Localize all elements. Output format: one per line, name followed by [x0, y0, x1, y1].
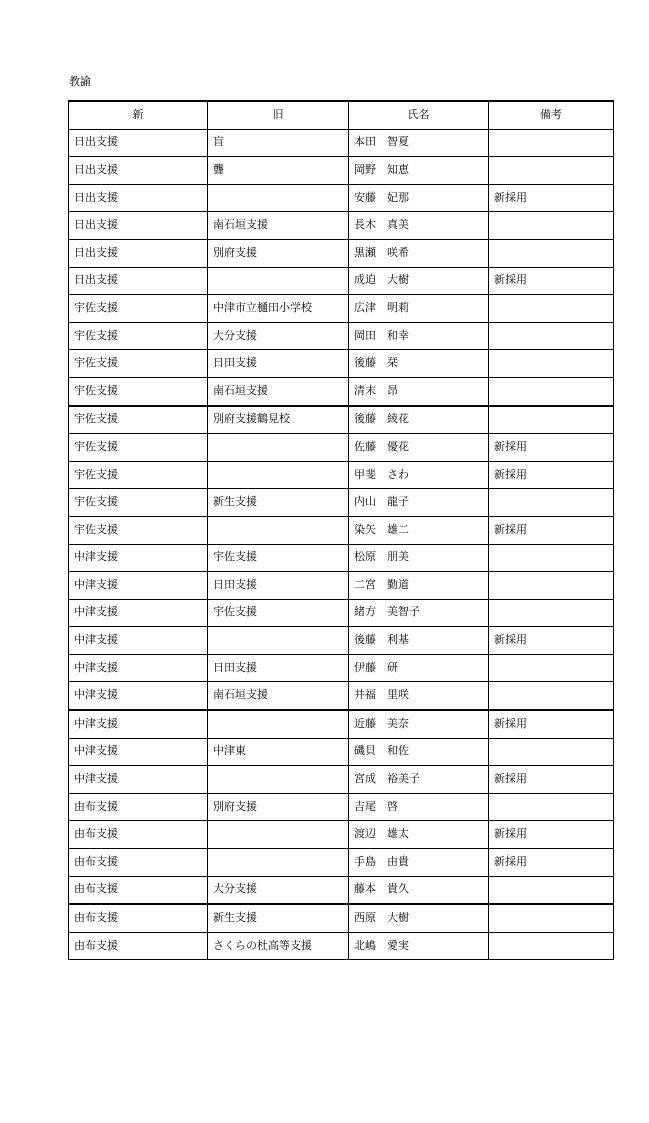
cell-name: 岡田 和幸	[349, 322, 489, 350]
table-row	[69, 766, 614, 794]
cell-name: 佐藤 優花	[349, 434, 489, 462]
cell-remarks: 新採用	[489, 184, 614, 212]
cell-new: 宇佐支援	[69, 377, 208, 405]
cell-remarks: 新採用	[489, 627, 614, 655]
cell-new: 由布支援	[69, 876, 208, 904]
table-row	[69, 904, 614, 932]
cell-old: さくらの杜高等支援	[208, 932, 349, 960]
cell-name: 後藤 利基	[349, 627, 489, 655]
cell-new: 由布支援	[69, 932, 208, 960]
cell-new: 中津支援	[69, 544, 208, 572]
cell-old	[208, 821, 349, 849]
cell-name: 西原 大樹	[349, 904, 489, 932]
cell-new: 日出支援	[69, 184, 208, 212]
table-row	[69, 377, 614, 405]
cell-new: 日出支援	[69, 212, 208, 240]
cell-new: 中津支援	[69, 710, 208, 738]
cell-remarks	[489, 876, 614, 904]
cell-name: 伊藤 研	[349, 654, 489, 682]
cell-old	[208, 849, 349, 877]
cell-remarks	[489, 377, 614, 405]
cell-new: 中津支援	[69, 654, 208, 682]
page-title: 教諭	[69, 76, 91, 88]
cell-new: 由布支援	[69, 793, 208, 821]
cell-remarks	[489, 129, 614, 157]
cell-name: 北嶋 愛実	[349, 932, 489, 960]
cell-new: 由布支援	[69, 904, 208, 932]
table-row	[69, 654, 614, 682]
table-row	[69, 406, 614, 434]
cell-old: 日田支援	[208, 654, 349, 682]
cell-old	[208, 627, 349, 655]
cell-old: 日田支援	[208, 572, 349, 600]
table-row	[69, 710, 614, 738]
cell-remarks	[489, 157, 614, 185]
cell-name: 長木 真美	[349, 212, 489, 240]
cell-name: 宮成 裕美子	[349, 766, 489, 794]
cell-new: 宇佐支援	[69, 434, 208, 462]
table-row	[69, 572, 614, 600]
cell-old: 南石垣支援	[208, 212, 349, 240]
cell-remarks	[489, 544, 614, 572]
cell-old: 中津東	[208, 738, 349, 766]
cell-old: 別府支援	[208, 239, 349, 267]
cell-name: 藤本 貴久	[349, 876, 489, 904]
table-row	[69, 295, 614, 323]
cell-new: 宇佐支援	[69, 350, 208, 378]
cell-new: 宇佐支援	[69, 489, 208, 517]
cell-name: 松原 朋美	[349, 544, 489, 572]
cell-name: 内山 龍子	[349, 489, 489, 517]
table-row	[69, 239, 614, 267]
table-row	[69, 129, 614, 157]
column-header-remarks: 備考	[489, 101, 614, 129]
table-row	[69, 350, 614, 378]
table-row	[69, 599, 614, 627]
column-header-name: 氏名	[349, 101, 489, 129]
cell-new: 日出支援	[69, 239, 208, 267]
cell-remarks	[489, 406, 614, 434]
cell-old: 別府支援鶴見校	[208, 406, 349, 434]
cell-new: 中津支援	[69, 627, 208, 655]
cell-old: 別府支援	[208, 793, 349, 821]
cell-remarks	[489, 793, 614, 821]
cell-remarks	[489, 682, 614, 710]
cell-remarks: 新採用	[489, 267, 614, 295]
cell-remarks	[489, 738, 614, 766]
cell-remarks	[489, 654, 614, 682]
cell-new: 中津支援	[69, 766, 208, 794]
cell-remarks	[489, 599, 614, 627]
cell-new: 宇佐支援	[69, 295, 208, 323]
cell-name: 染矢 雄二	[349, 516, 489, 544]
cell-old	[208, 766, 349, 794]
table-row	[69, 184, 614, 212]
cell-new: 中津支援	[69, 599, 208, 627]
cell-name: 手島 由貴	[349, 849, 489, 877]
cell-new: 日出支援	[69, 267, 208, 295]
cell-old: 盲	[208, 129, 349, 157]
table-row	[69, 876, 614, 904]
cell-remarks: 新採用	[489, 710, 614, 738]
cell-old: 南石垣支援	[208, 377, 349, 405]
cell-remarks	[489, 322, 614, 350]
cell-remarks	[489, 239, 614, 267]
column-header-new: 新	[69, 101, 208, 129]
table-row	[69, 849, 614, 877]
cell-old: 聾	[208, 157, 349, 185]
cell-old: 宇佐支援	[208, 544, 349, 572]
cell-name: 成迫 大樹	[349, 267, 489, 295]
cell-old: 大分支援	[208, 322, 349, 350]
cell-remarks	[489, 489, 614, 517]
cell-new: 由布支援	[69, 821, 208, 849]
cell-old: 日田支援	[208, 350, 349, 378]
table-row	[69, 932, 614, 960]
table-row	[69, 212, 614, 240]
cell-old	[208, 184, 349, 212]
table-row	[69, 793, 614, 821]
cell-remarks	[489, 572, 614, 600]
cell-name: 井福 里咲	[349, 682, 489, 710]
staff-transfer-table	[68, 100, 614, 960]
table-header	[69, 101, 614, 129]
cell-old	[208, 461, 349, 489]
table-row	[69, 821, 614, 849]
cell-remarks: 新採用	[489, 434, 614, 462]
cell-new: 由布支援	[69, 849, 208, 877]
cell-remarks: 新採用	[489, 461, 614, 489]
cell-new: 中津支援	[69, 682, 208, 710]
table-row	[69, 516, 614, 544]
cell-new: 中津支援	[69, 738, 208, 766]
cell-old	[208, 516, 349, 544]
cell-name: 磯貝 和佐	[349, 738, 489, 766]
table-row	[69, 157, 614, 185]
table-row	[69, 322, 614, 350]
cell-remarks	[489, 904, 614, 932]
cell-name: 近藤 美奈	[349, 710, 489, 738]
cell-remarks	[489, 295, 614, 323]
table-row	[69, 267, 614, 295]
cell-name: 後藤 栞	[349, 350, 489, 378]
table-row	[69, 434, 614, 462]
cell-new: 中津支援	[69, 572, 208, 600]
table-body	[69, 129, 614, 960]
cell-name: 吉尾 啓	[349, 793, 489, 821]
cell-name: 岡野 知恵	[349, 157, 489, 185]
cell-new: 宇佐支援	[69, 516, 208, 544]
cell-name: 甲斐 さわ	[349, 461, 489, 489]
cell-old	[208, 710, 349, 738]
cell-remarks: 新採用	[489, 516, 614, 544]
cell-remarks	[489, 212, 614, 240]
cell-name: 二宮 勤道	[349, 572, 489, 600]
cell-old: 新生支援	[208, 489, 349, 517]
cell-old	[208, 267, 349, 295]
cell-name: 渡辺 雄太	[349, 821, 489, 849]
cell-name: 黒瀬 咲希	[349, 239, 489, 267]
cell-remarks	[489, 350, 614, 378]
cell-old: 宇佐支援	[208, 599, 349, 627]
cell-new: 日出支援	[69, 157, 208, 185]
cell-name: 広津 明莉	[349, 295, 489, 323]
cell-name: 本田 智夏	[349, 129, 489, 157]
cell-old: 中津市立樋田小学校	[208, 295, 349, 323]
cell-name: 清末 昂	[349, 377, 489, 405]
cell-new: 宇佐支援	[69, 406, 208, 434]
column-header-old: 旧	[208, 101, 349, 129]
cell-old: 新生支援	[208, 904, 349, 932]
table-row	[69, 544, 614, 572]
table-row	[69, 627, 614, 655]
table-row	[69, 489, 614, 517]
cell-old: 南石垣支援	[208, 682, 349, 710]
table-row	[69, 461, 614, 489]
cell-name: 後藤 綾花	[349, 406, 489, 434]
table-row	[69, 682, 614, 710]
cell-new: 日出支援	[69, 129, 208, 157]
cell-remarks: 新採用	[489, 821, 614, 849]
cell-remarks	[489, 932, 614, 960]
table-row	[69, 738, 614, 766]
cell-old: 大分支援	[208, 876, 349, 904]
cell-remarks: 新採用	[489, 849, 614, 877]
cell-new: 宇佐支援	[69, 461, 208, 489]
cell-remarks: 新採用	[489, 766, 614, 794]
cell-old	[208, 434, 349, 462]
cell-new: 宇佐支援	[69, 322, 208, 350]
cell-name: 緒方 美智子	[349, 599, 489, 627]
cell-name: 安藤 妃那	[349, 184, 489, 212]
header-row	[69, 101, 614, 129]
